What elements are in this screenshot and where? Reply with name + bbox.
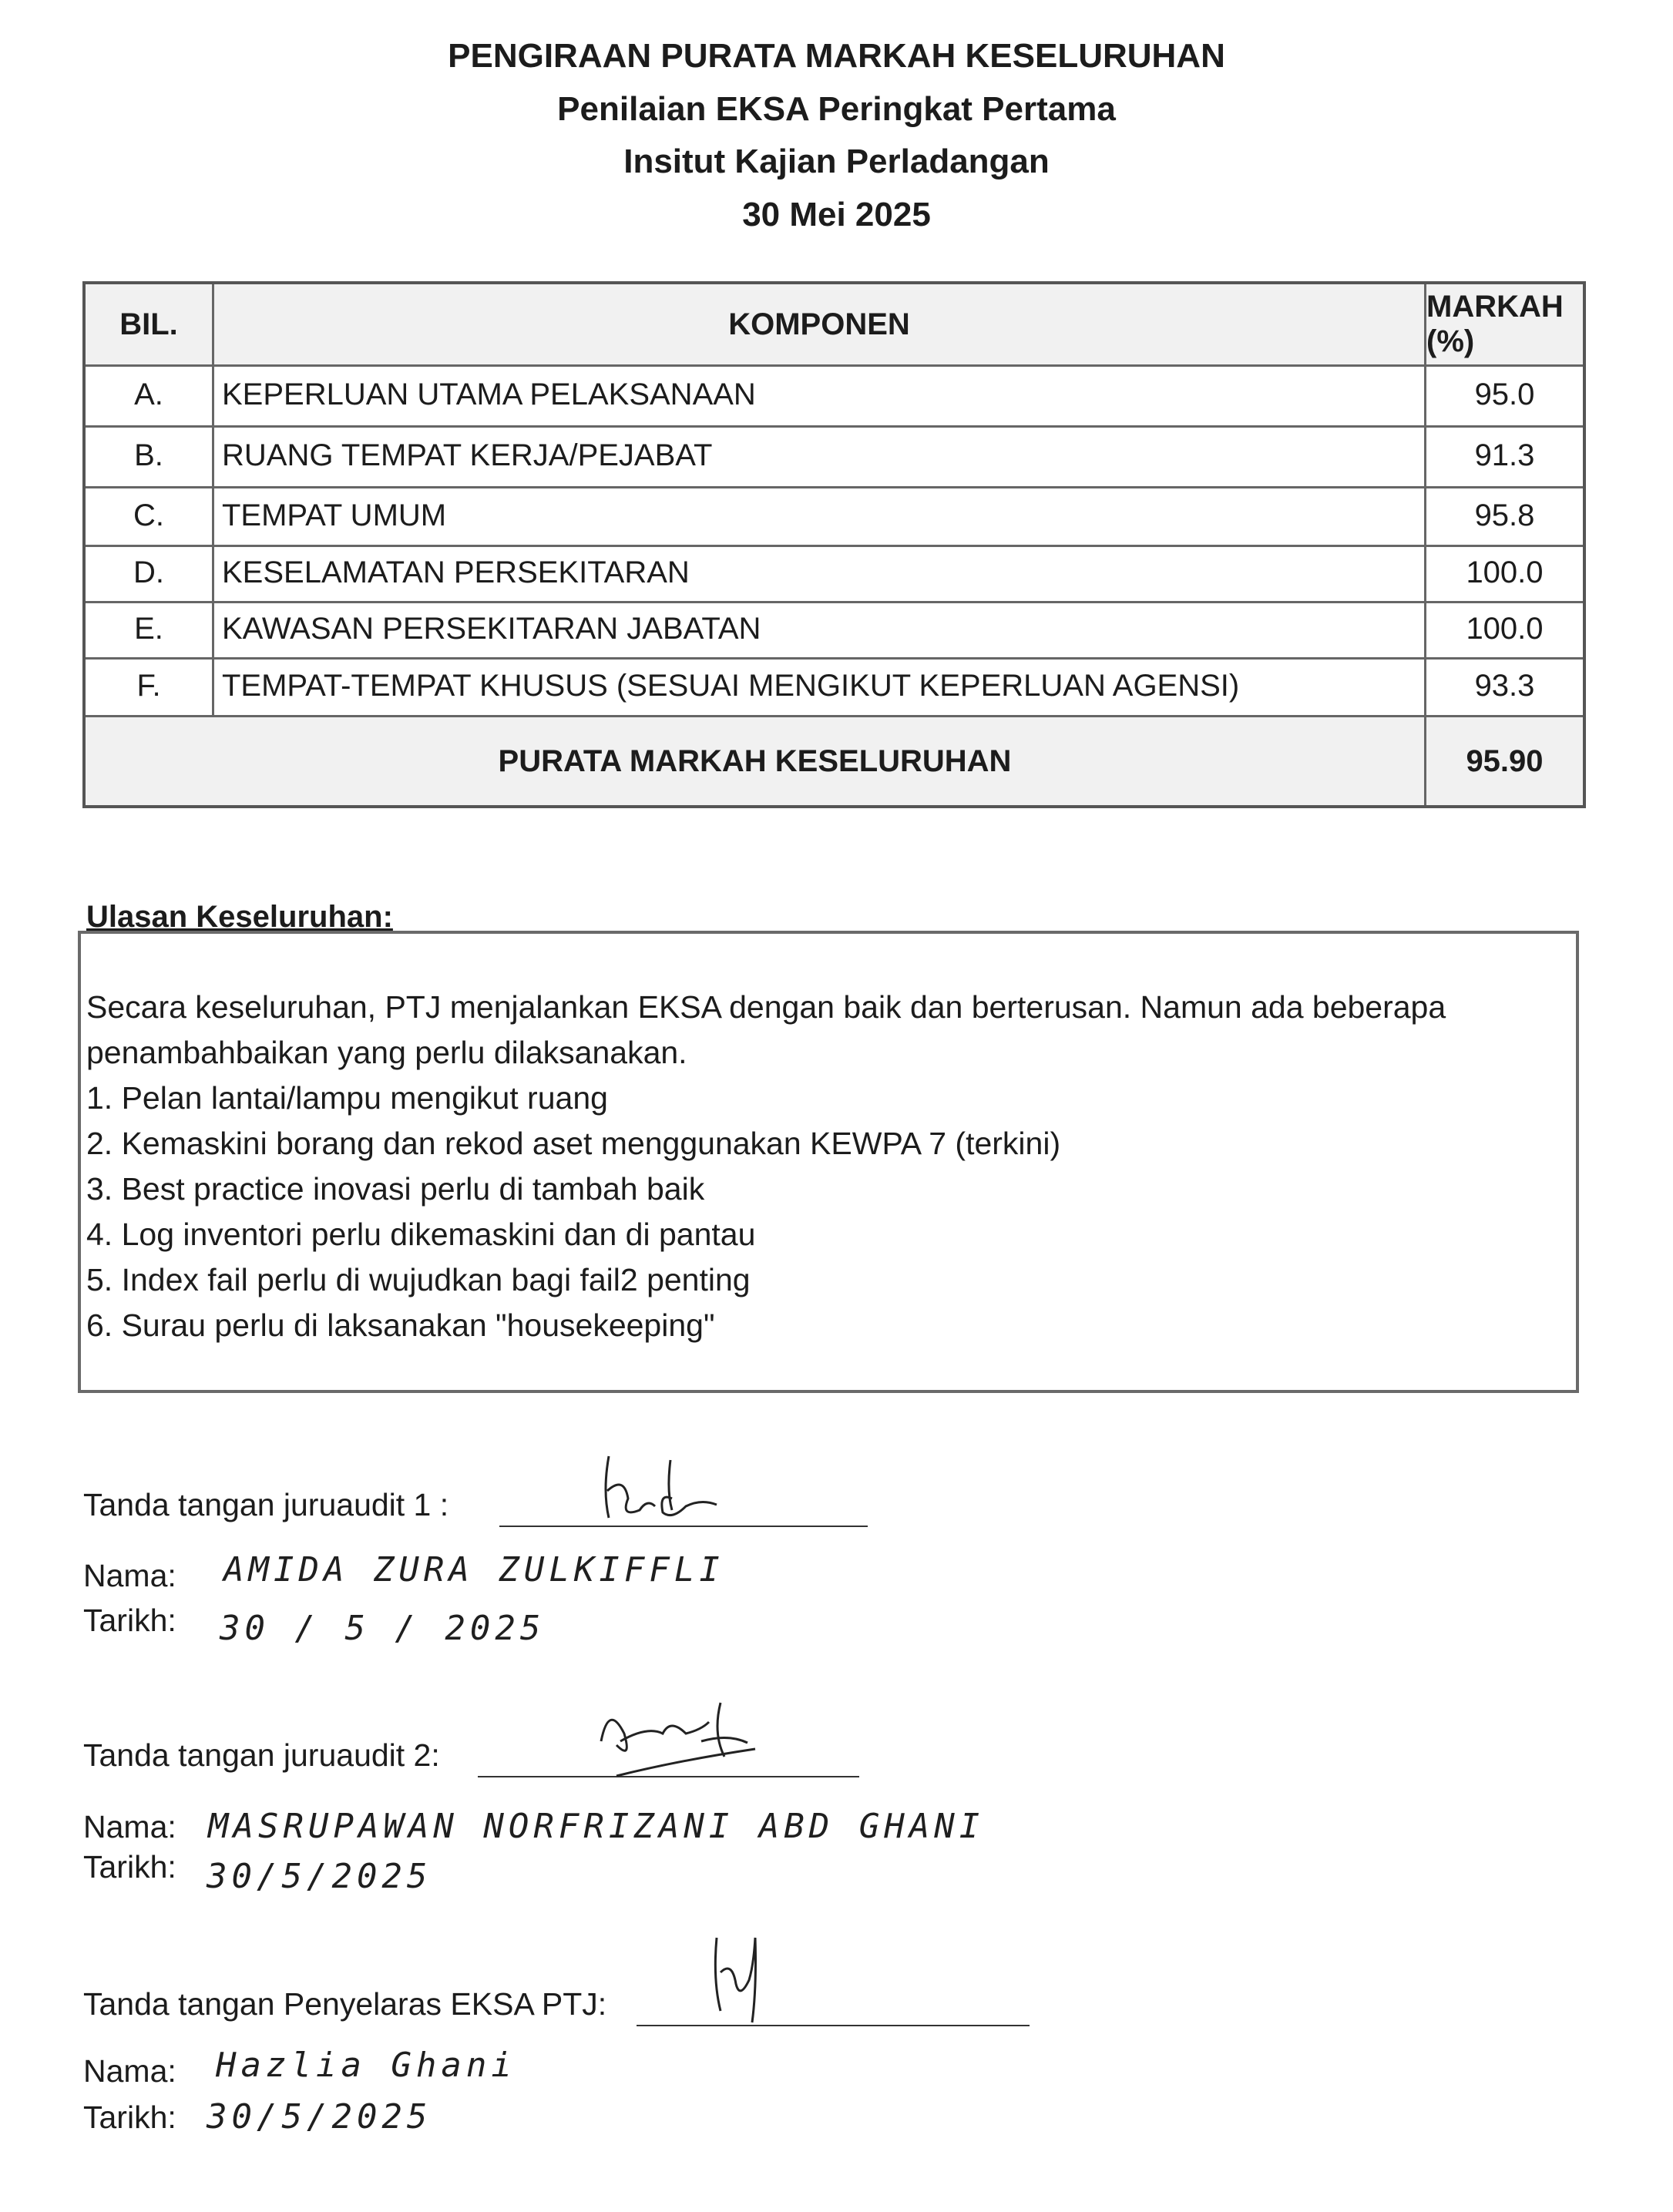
signature-1-nama-value: AMIDA ZURA ZULKIFFLI xyxy=(223,1550,724,1589)
institution-name: Insitut Kajian Perladangan xyxy=(623,143,1050,180)
row-bil: A. xyxy=(86,364,214,425)
signature-3-mark xyxy=(694,1926,786,2026)
signature-1-tarikh-label: Tarikh: xyxy=(83,1603,176,1638)
row-markah: 100.0 xyxy=(1466,612,1544,646)
row-komponen: TEMPAT UMUM xyxy=(214,486,1426,545)
document-date: 30 Mei 2025 xyxy=(742,196,931,233)
row-markah: 95.0 xyxy=(1474,378,1535,411)
row-komponen: TEMPAT-TEMPAT KHUSUS (SESUAI MENGIKUT KEPERLUAN AGENSI) xyxy=(214,657,1426,715)
header-komponen: KOMPONEN xyxy=(214,284,1426,364)
signature-3-nama-value: Hazlia Ghani xyxy=(216,2046,516,2085)
row-markah: 91.3 xyxy=(1474,438,1535,472)
remarks-line: 6. Surau perlu di laksanakan "housekeeping" xyxy=(86,1307,715,1343)
signature-1-tarikh-value: 30 / 5 / 2025 xyxy=(220,1609,546,1648)
remarks-line: Secara keseluruhan, PTJ menjalankan EKSA dengan baik dan berterusan. Namun ada beberapa xyxy=(86,989,1446,1025)
row-bil: B. xyxy=(86,425,214,486)
header-bil: BIL. xyxy=(86,284,214,364)
signature-2-nama-value: MASRUPAWAN NORFRIZANI ABD GHANI xyxy=(208,1807,985,1846)
header-markah: MARKAH (%) xyxy=(1426,284,1583,364)
remarks-line: 1. Pelan lantai/lampu mengikut ruang xyxy=(86,1080,608,1116)
signature-3-label: Tanda tangan Penyelaras EKSA PTJ: xyxy=(83,1986,607,2022)
remarks-line: 3. Best practice inovasi perlu di tambah baik xyxy=(86,1171,705,1207)
remarks-text xyxy=(86,985,1566,1348)
total-value: 95.90 xyxy=(1426,715,1583,805)
signature-1-nama-label: Nama: xyxy=(83,1558,176,1593)
score-table xyxy=(82,281,1586,808)
signature-2-mark xyxy=(586,1687,778,1787)
signature-2-tarikh-value: 30/5/2025 xyxy=(207,1857,432,1896)
row-bil: D. xyxy=(86,545,214,601)
row-bil: E. xyxy=(86,601,214,657)
signature-3-tarikh-value: 30/5/2025 xyxy=(207,2097,432,2136)
signature-3-nama-label: Nama: xyxy=(83,2053,176,2089)
row-markah: 100.0 xyxy=(1466,556,1544,589)
signature-2-tarikh-label: Tarikh: xyxy=(83,1849,176,1885)
row-bil: C. xyxy=(86,486,214,545)
document-subtitle: Penilaian EKSA Peringkat Pertama xyxy=(557,90,1116,128)
document-title: PENGIRAAN PURATA MARKAH KESELURUHAN xyxy=(448,37,1225,75)
total-label: PURATA MARKAH KESELURUHAN xyxy=(86,715,1426,805)
remarks-line: 2. Kemaskini borang dan rekod aset menggunakan KEWPA 7 (terkini) xyxy=(86,1126,1061,1161)
signature-1-mark xyxy=(586,1445,724,1529)
remarks-title: Ulasan Keseluruhan: xyxy=(86,900,393,934)
signature-2-nama-label: Nama: xyxy=(83,1809,176,1844)
row-komponen: KEPERLUAN UTAMA PELAKSANAAN xyxy=(214,364,1426,425)
row-komponen: RUANG TEMPAT KERJA/PEJABAT xyxy=(214,425,1426,486)
row-markah: 95.8 xyxy=(1474,498,1535,532)
remarks-line: penambahbaikan yang perlu dilaksanakan. xyxy=(86,1035,687,1070)
row-komponen: KAWASAN PERSEKITARAN JABATAN xyxy=(214,601,1426,657)
remarks-line: 5. Index fail perlu di wujudkan bagi fail2 penting xyxy=(86,1262,751,1297)
signature-3-tarikh-label: Tarikh: xyxy=(83,2100,176,2135)
row-bil: F. xyxy=(86,657,214,715)
row-komponen: KESELAMATAN PERSEKITARAN xyxy=(214,545,1426,601)
signature-1-label: Tanda tangan juruaudit 1 : xyxy=(83,1487,449,1522)
remarks-line: 4. Log inventori perlu dikemaskini dan di pantau xyxy=(86,1217,756,1252)
row-markah: 93.3 xyxy=(1474,669,1535,703)
signature-2-label: Tanda tangan juruaudit 2: xyxy=(83,1737,440,1773)
